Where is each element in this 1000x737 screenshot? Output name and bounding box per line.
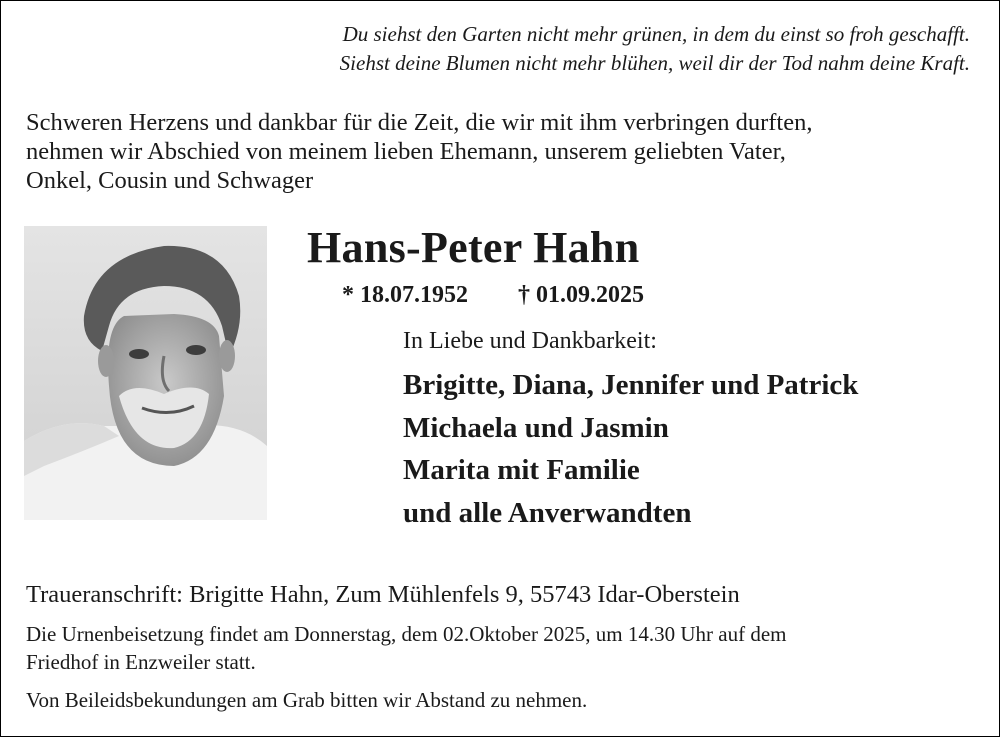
poem (340, 20, 970, 78)
mourning-address: Traueranschrift: Brigitte Hahn, Zum Mühlenfels 9, 55743 Idar-Oberstein (26, 581, 740, 608)
intro-text (26, 108, 976, 195)
deceased-name: Hans-Peter Hahn (307, 223, 640, 272)
mourner-line: und alle Anverwandten (403, 496, 692, 529)
life-dates (342, 280, 644, 310)
death-date: † 01.09.2025 (518, 282, 644, 308)
poem-line: Du siehst den Garten nicht mehr grünen, in dem du einst so froh geschafft. (342, 22, 970, 46)
birth-date: * 18.07.1952 (342, 282, 468, 308)
mourners-intro: In Liebe und Dankbarkeit: (403, 328, 657, 354)
burial-line: Friedhof in Enzweiler statt. (26, 650, 256, 674)
burial-line: Die Urnenbeisetzung findet am Donnerstag, dem 02.Oktober 2025, um 14.30 Uhr auf dem (26, 622, 787, 646)
intro-line: nehmen wir Abschied von meinem lieben Ehemann, unserem geliebten Vater, (26, 138, 786, 165)
mourner-line: Marita mit Familie (403, 454, 640, 486)
burial-info (26, 620, 976, 676)
mourner-line: Michaela und Jasmin (403, 411, 669, 444)
intro-line: Onkel, Cousin und Schwager (26, 167, 314, 194)
poem-line: Siehst deine Blumen nicht mehr blühen, weil dir der Tod nahm deine Kraft. (339, 51, 970, 75)
intro-line: Schweren Herzens und dankbar für die Zeit, die wir mit ihm verbringen durften, (26, 109, 813, 136)
condolence-note: Von Beileidsbekundungen am Grab bitten wir Abstand zu nehmen. (26, 688, 588, 712)
mourners-list (403, 364, 858, 534)
mourner-line: Brigitte, Diana, Jennifer und Patrick (403, 369, 859, 401)
portrait-photo (24, 226, 267, 520)
